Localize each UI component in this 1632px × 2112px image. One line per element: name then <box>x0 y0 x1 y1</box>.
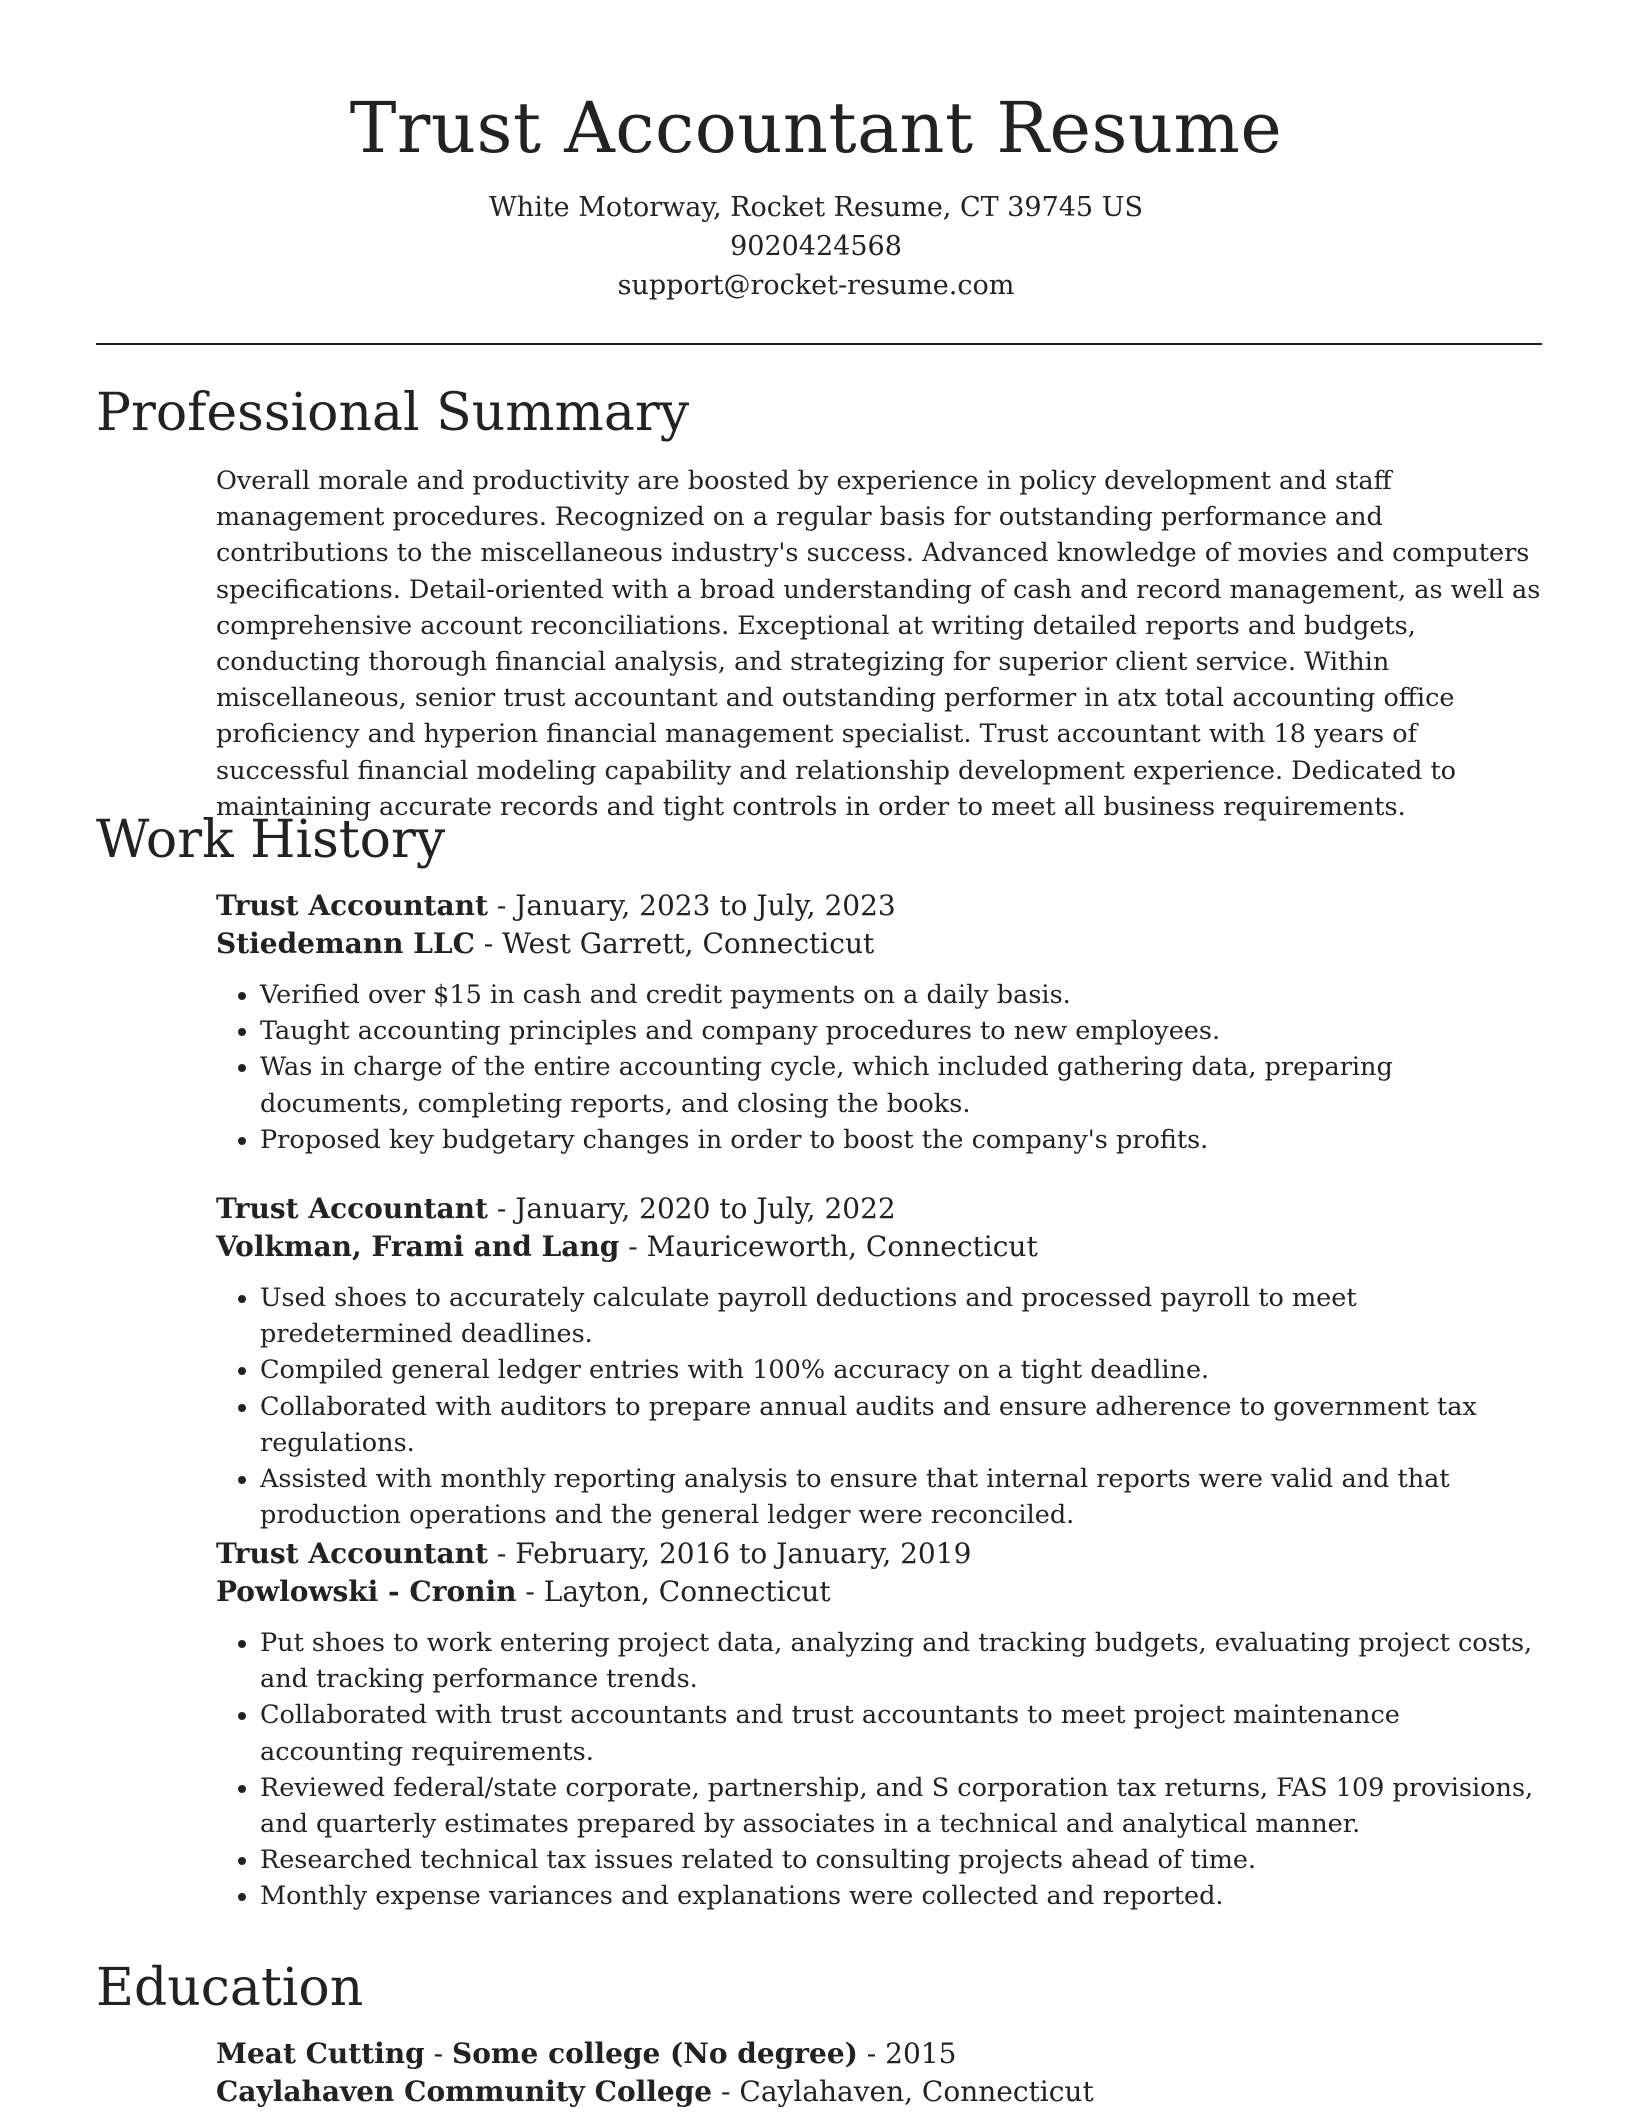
job-bullets <box>216 1280 1546 1533</box>
job-bullet: • Was in charge of the entire accounting cycle, which included gathering data, preparing documents, completing reports, and closing the books. <box>260 1049 1546 1121</box>
job-entry <box>216 1535 1546 1915</box>
education-entry <box>216 2035 1546 2111</box>
job-bullet: • Put shoes to work entering project data, analyzing and tracking budgets, evaluating project costs, and tracking performance trends. <box>260 1625 1546 1697</box>
job-company-line: Powlowski - Cronin - Layton, Connecticut <box>216 1575 831 1608</box>
job-title-line: Trust Accountant - February, 2016 to January, 2019 <box>216 1537 972 1570</box>
job-bullet: • Reviewed federal/state corporate, partnership, and S corporation tax returns, FAS 109 provisions, and quarterly estimates prepared by associates in a technical and analytical manner. <box>260 1770 1546 1842</box>
job-location: West Garrett, Connecticut <box>502 927 875 960</box>
job-bullet: • Assisted with monthly reporting analysis to ensure that internal reports were valid and that production operations and the general ledger were reconciled. <box>260 1461 1546 1533</box>
job-location: Mauriceworth, Connecticut <box>646 1230 1038 1263</box>
job-title-line: Trust Accountant - January, 2023 to July, 2023 <box>216 889 896 922</box>
education-school: Caylahaven Community College <box>216 2075 713 2108</box>
education-location: Caylahaven, Connecticut <box>739 2075 1094 2108</box>
education-field: Meat Cutting <box>216 2037 425 2070</box>
section-title-education: Education <box>96 1958 364 2018</box>
job-bullet: • Verified over $15 in cash and credit payments on a daily basis. <box>260 977 1546 1013</box>
resume-header <box>0 0 1632 305</box>
job-role: Trust Accountant <box>216 1537 488 1570</box>
job-bullet: • Used shoes to accurately calculate payroll deductions and processed payroll to meet predetermined deadlines. <box>260 1280 1546 1352</box>
education-year: 2015 <box>885 2037 957 2070</box>
job-entry <box>216 887 1546 1158</box>
section-title-summary: Professional Summary <box>96 383 690 443</box>
job-company: Powlowski - Cronin <box>216 1575 517 1608</box>
job-bullets <box>216 1625 1546 1915</box>
job-entry <box>216 1190 1546 1533</box>
job-company: Stiedemann LLC <box>216 927 475 960</box>
job-title-line: Trust Accountant - January, 2020 to July, 2022 <box>216 1192 896 1225</box>
education-degree: Some college (No degree) <box>451 2037 858 2070</box>
job-bullet: • Taught accounting principles and company procedures to new employees. <box>260 1013 1546 1049</box>
job-bullet: • Collaborated with trust accountants and trust accountants to meet project maintenance accounting requirements. <box>260 1697 1546 1769</box>
job-dates: February, 2016 to January, 2019 <box>515 1537 972 1570</box>
job-bullet: • Monthly expense variances and explanations were collected and reported. <box>260 1878 1546 1914</box>
contact-email: support@rocket-resume.com <box>617 270 1015 301</box>
job-company-line: Stiedemann LLC - West Garrett, Connecticut <box>216 927 875 960</box>
job-bullet: • Collaborated with auditors to prepare annual audits and ensure adherence to government tax regulations. <box>260 1389 1546 1461</box>
contact-address: White Motorway, Rocket Resume, CT 39745 US <box>489 192 1143 223</box>
summary-text: Overall morale and productivity are boosted by experience in policy development and staff management procedures. Recognized on a regular basis for outstanding performance and contributions to the miscellaneous industry's success. Advanced knowledge of movies and computers specifications. Detail-oriented with a broad understanding of cash and record management, as well as comprehensive account reconciliations. Exceptional at writing detailed reports and budgets, conducting thorough financial analysis, and strategizing for superior client service. Within miscellaneous, senior trust accountant and outstanding performer in atx total accounting office proficiency and hyperion financial management specialist. Trust accountant with 18 years of successful financial modeling capability and relationship development experience. Dedicated to maintaining accurate records and tight controls in order to meet all business requirements. <box>216 466 1541 822</box>
job-dates: January, 2023 to July, 2023 <box>515 889 896 922</box>
job-role: Trust Accountant <box>216 1192 488 1225</box>
job-dates: January, 2020 to July, 2022 <box>515 1192 896 1225</box>
header-divider <box>96 343 1542 345</box>
job-role: Trust Accountant <box>216 889 488 922</box>
job-bullets <box>216 977 1546 1158</box>
resume-title: Trust Accountant Resume <box>349 87 1283 169</box>
contact-phone: 9020424568 <box>730 231 902 262</box>
job-company-line: Volkman, Frami and Lang - Mauriceworth, Connecticut <box>216 1230 1038 1263</box>
section-title-work-history: Work History <box>96 810 446 870</box>
education-degree-line: Meat Cutting - Some college (No degree) - 2015 <box>216 2037 957 2070</box>
education-school-line: Caylahaven Community College - Caylahaven, Connecticut <box>216 2075 1094 2108</box>
job-company: Volkman, Frami and Lang <box>216 1230 620 1263</box>
job-bullet: • Compiled general ledger entries with 100% accuracy on a tight deadline. <box>260 1352 1546 1388</box>
contact-info <box>0 188 1632 305</box>
job-bullet: • Proposed key budgetary changes in order to boost the company's profits. <box>260 1122 1546 1158</box>
job-bullet: • Researched technical tax issues related to consulting projects ahead of time. <box>260 1842 1546 1878</box>
job-location: Layton, Connecticut <box>543 1575 831 1608</box>
